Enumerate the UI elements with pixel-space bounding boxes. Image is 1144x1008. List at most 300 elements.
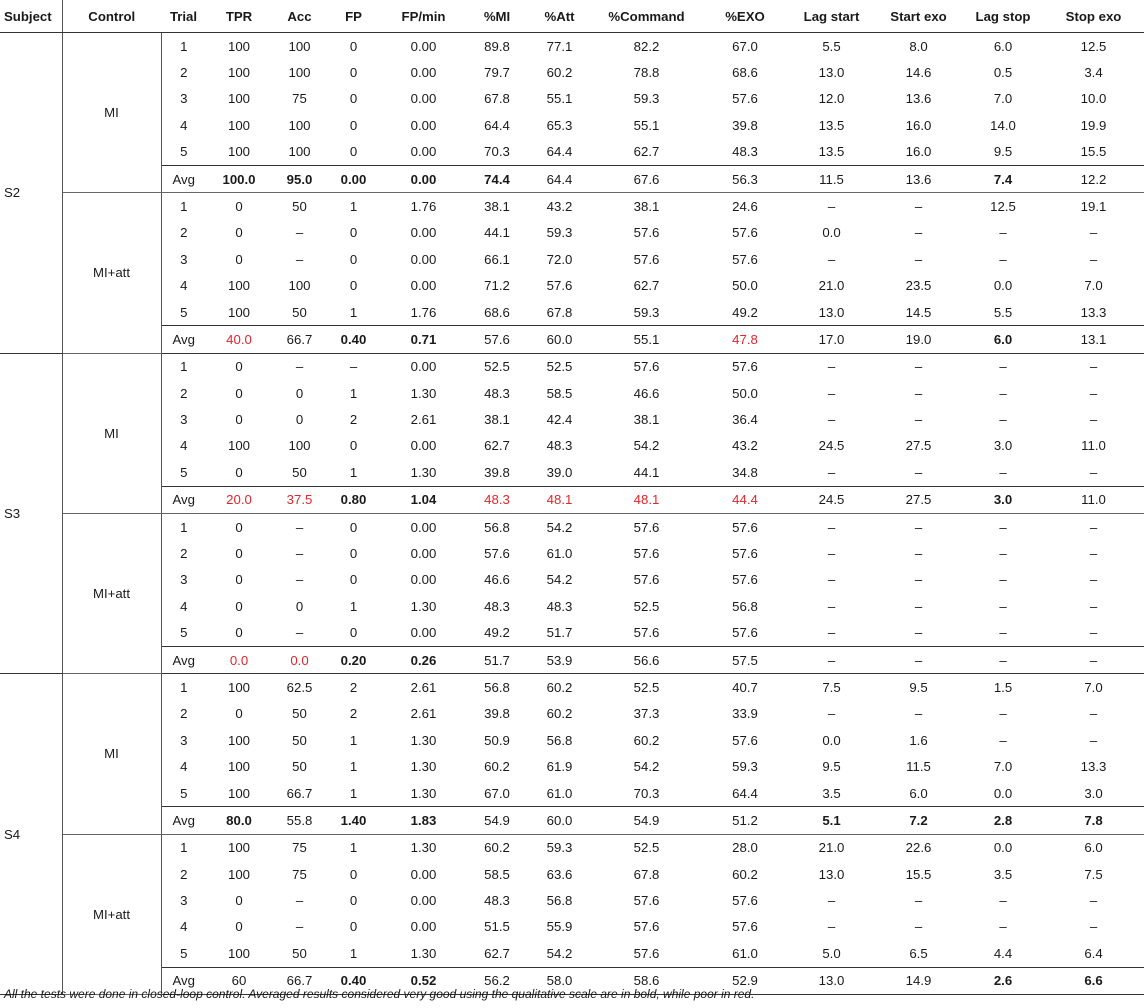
value-cell: 66.1 <box>484 251 510 267</box>
value-cell: 0.40 <box>327 326 380 353</box>
value-cell: 1.30 <box>410 945 437 961</box>
value-cell: – <box>1089 919 1098 935</box>
value-cell: 0 <box>235 546 243 562</box>
value-cell: 64.4 <box>732 785 758 801</box>
value-cell: 17.0 <box>789 326 874 353</box>
subject-cell: S3 <box>0 353 62 674</box>
value-cell: 13.0 <box>789 967 874 994</box>
value-cell: 3.5 <box>822 785 841 801</box>
value-cell: 0.00 <box>327 165 380 192</box>
value-cell: 33.9 <box>732 706 758 722</box>
value-cell: 52.5 <box>546 359 573 375</box>
average-row <box>0 486 1144 513</box>
value-cell: 79.7 <box>484 64 510 80</box>
value-cell: – <box>827 385 836 401</box>
value-cell: – <box>874 646 963 673</box>
control-cell: MI+att <box>62 193 161 353</box>
table-row <box>0 406 1144 432</box>
value-cell: 67.0 <box>732 38 758 54</box>
value-cell: 13.3 <box>1080 759 1107 775</box>
column-header: %MI <box>467 0 527 33</box>
value-cell: 100 <box>227 866 250 882</box>
value-cell: 57.6 <box>633 225 660 241</box>
value-cell: 3.0 <box>963 486 1043 513</box>
value-cell: 0.00 <box>410 546 437 562</box>
value-cell: 54.2 <box>546 572 573 588</box>
value-cell: – <box>999 893 1007 909</box>
value-cell: 56.3 <box>701 165 789 192</box>
value-cell: 1 <box>349 385 358 401</box>
value-cell: 4.4 <box>993 945 1013 961</box>
value-cell: 0.00 <box>410 225 437 241</box>
value-cell: 0 <box>349 117 358 133</box>
value-cell: 0 <box>235 519 243 535</box>
value-cell: 0.00 <box>410 572 437 588</box>
value-cell: 51.2 <box>701 807 789 834</box>
value-cell: 7.4 <box>963 165 1043 192</box>
trial-cell: 3 <box>180 572 188 588</box>
trial-cell: Avg <box>161 486 206 513</box>
value-cell: 50 <box>292 198 307 214</box>
value-cell: 50.0 <box>732 385 758 401</box>
value-cell: 52.5 <box>484 359 510 375</box>
value-cell: 54.2 <box>633 759 660 775</box>
value-cell: 0.00 <box>410 144 437 160</box>
table-row <box>0 701 1144 727</box>
value-cell: 54.9 <box>592 807 701 834</box>
value-cell: 55.9 <box>546 919 573 935</box>
value-cell: 100 <box>227 785 250 801</box>
value-cell: 3.5 <box>993 866 1013 882</box>
value-cell: 57.6 <box>633 359 660 375</box>
value-cell: 0.00 <box>410 625 437 641</box>
value-cell: 50 <box>292 304 307 320</box>
column-header: Control <box>62 0 161 33</box>
value-cell: 2.61 <box>410 412 437 428</box>
control-cell: MI+att <box>62 514 161 674</box>
value-cell: 1.30 <box>410 759 437 775</box>
value-cell: – <box>914 198 923 214</box>
value-cell: 0 <box>349 438 358 454</box>
value-cell: 54.2 <box>546 519 573 535</box>
average-row <box>0 646 1144 673</box>
value-cell: 1.30 <box>410 385 437 401</box>
trial-cell: 1 <box>180 840 188 856</box>
value-cell: 0.00 <box>410 251 437 267</box>
value-cell: 0 <box>295 598 304 614</box>
value-cell: 7.8 <box>1043 807 1144 834</box>
value-cell: 0 <box>235 572 243 588</box>
value-cell: 24.5 <box>789 486 874 513</box>
value-cell: – <box>827 919 836 935</box>
value-cell: 0.0 <box>206 646 272 673</box>
table-row <box>0 861 1144 887</box>
table-row <box>0 353 1144 380</box>
value-cell: 57.6 <box>467 326 527 353</box>
value-cell: 0 <box>349 91 358 107</box>
value-cell: 75 <box>292 840 307 856</box>
value-cell: 3.4 <box>1084 64 1103 80</box>
value-cell: 1.30 <box>410 732 437 748</box>
value-cell: – <box>914 412 923 428</box>
value-cell: 80.0 <box>206 807 272 834</box>
value-cell: – <box>827 519 836 535</box>
value-cell: 7.0 <box>993 759 1013 775</box>
value-cell: – <box>295 919 304 935</box>
value-cell: 0 <box>349 866 358 882</box>
value-cell: 0.00 <box>410 519 437 535</box>
trial-cell: 2 <box>180 385 188 401</box>
value-cell: 0 <box>235 919 243 935</box>
value-cell: 1.6 <box>909 732 928 748</box>
value-cell: 48.3 <box>484 893 510 909</box>
value-cell: – <box>295 359 304 375</box>
value-cell: 57.6 <box>633 546 660 562</box>
value-cell: 100 <box>227 438 250 454</box>
value-cell: 57.6 <box>633 625 660 641</box>
value-cell: 0.5 <box>993 64 1013 80</box>
trial-cell: 5 <box>180 945 188 961</box>
trial-cell: Avg <box>161 646 206 673</box>
value-cell: 57.6 <box>732 919 758 935</box>
value-cell: 7.0 <box>1084 679 1103 695</box>
value-cell: 44.1 <box>633 464 660 480</box>
value-cell: 52.9 <box>701 967 789 994</box>
value-cell: 0.0 <box>272 646 327 673</box>
value-cell: 57.6 <box>732 519 758 535</box>
value-cell: 100 <box>227 278 250 294</box>
value-cell: 5.5 <box>993 304 1013 320</box>
value-cell: 2 <box>349 412 358 428</box>
value-cell: 12.5 <box>990 198 1016 214</box>
value-cell: 56.8 <box>546 893 573 909</box>
value-cell: 61.0 <box>546 785 573 801</box>
column-header: Acc <box>272 0 327 33</box>
value-cell: 16.0 <box>905 117 932 133</box>
value-cell: 40.7 <box>732 679 758 695</box>
value-cell: 7.5 <box>1084 866 1103 882</box>
value-cell: – <box>295 546 304 562</box>
value-cell: 19.1 <box>1080 198 1107 214</box>
value-cell: 57.6 <box>633 945 660 961</box>
value-cell: 55.1 <box>546 91 573 107</box>
value-cell: 1.40 <box>327 807 380 834</box>
value-cell: 2.61 <box>410 706 437 722</box>
value-cell: – <box>1043 646 1144 673</box>
value-cell: 39.8 <box>732 117 758 133</box>
value-cell: 64.4 <box>546 144 573 160</box>
value-cell: 2 <box>349 706 358 722</box>
value-cell: 57.6 <box>732 225 758 241</box>
trial-cell: 4 <box>180 759 188 775</box>
value-cell: 0 <box>235 464 243 480</box>
value-cell: – <box>999 385 1007 401</box>
control-cell: MI <box>62 353 161 513</box>
value-cell: 34.8 <box>732 464 758 480</box>
value-cell: 74.4 <box>467 165 527 192</box>
trial-cell: 1 <box>180 519 188 535</box>
value-cell: 0.26 <box>380 646 467 673</box>
value-cell: 21.0 <box>818 840 845 856</box>
value-cell: 16.0 <box>905 144 932 160</box>
value-cell: 50 <box>292 706 307 722</box>
value-cell: 55.8 <box>272 807 327 834</box>
value-cell: 0 <box>349 225 358 241</box>
table-row <box>0 940 1144 967</box>
value-cell: 65.3 <box>546 117 573 133</box>
trial-cell: 1 <box>180 359 188 375</box>
value-cell: 13.6 <box>874 165 963 192</box>
value-cell: – <box>914 893 923 909</box>
value-cell: 58.5 <box>484 866 510 882</box>
value-cell: 49.2 <box>732 304 758 320</box>
value-cell: – <box>1089 359 1098 375</box>
value-cell: 14.6 <box>905 64 932 80</box>
value-cell: 57.6 <box>732 251 758 267</box>
value-cell: 0.0 <box>822 732 841 748</box>
value-cell: 48.3 <box>546 598 573 614</box>
value-cell: 22.6 <box>905 840 932 856</box>
trial-cell: Avg <box>161 807 206 834</box>
value-cell: 0 <box>349 919 358 935</box>
value-cell: – <box>999 572 1007 588</box>
value-cell: – <box>914 546 923 562</box>
value-cell: 0.00 <box>410 278 437 294</box>
value-cell: 14.5 <box>905 304 932 320</box>
table-row <box>0 888 1144 914</box>
trial-cell: 2 <box>180 546 188 562</box>
value-cell: 0.0 <box>993 278 1013 294</box>
value-cell: 56.8 <box>732 598 758 614</box>
trial-cell: 4 <box>180 598 188 614</box>
average-row <box>0 807 1144 834</box>
value-cell: 53.9 <box>527 646 592 673</box>
value-cell: 60.2 <box>546 706 573 722</box>
value-cell: 1.30 <box>410 464 437 480</box>
value-cell: – <box>295 572 304 588</box>
value-cell: – <box>295 225 304 241</box>
subject-cell: S4 <box>0 674 62 995</box>
value-cell: – <box>999 598 1007 614</box>
value-cell: 2.61 <box>410 679 437 695</box>
value-cell: 10.0 <box>1080 91 1107 107</box>
value-cell: 56.8 <box>546 732 573 748</box>
value-cell: 66.7 <box>272 326 327 353</box>
value-cell: 1.5 <box>993 679 1013 695</box>
table-row <box>0 86 1144 112</box>
value-cell: 0 <box>349 625 358 641</box>
trial-cell: 2 <box>180 866 188 882</box>
value-cell: 1 <box>349 198 358 214</box>
value-cell: 6.4 <box>1084 945 1103 961</box>
value-cell: 0 <box>349 893 358 909</box>
value-cell: 0 <box>349 144 358 160</box>
column-header: %EXO <box>701 0 789 33</box>
trial-cell: 1 <box>180 679 188 695</box>
value-cell: 52.5 <box>633 840 660 856</box>
table-row <box>0 299 1144 326</box>
value-cell: 59.3 <box>732 759 758 775</box>
value-cell: – <box>295 251 304 267</box>
value-cell: 100 <box>227 304 250 320</box>
value-cell: 15.5 <box>1080 144 1107 160</box>
value-cell: 1.30 <box>410 785 437 801</box>
value-cell: 62.7 <box>633 278 660 294</box>
value-cell: 12.2 <box>1043 165 1144 192</box>
value-cell: 38.1 <box>484 412 510 428</box>
table-row <box>0 112 1144 138</box>
table-row <box>0 220 1144 246</box>
value-cell: 56.8 <box>484 519 510 535</box>
value-cell: 100 <box>227 945 250 961</box>
value-cell: 0.71 <box>380 326 467 353</box>
table-row <box>0 246 1144 272</box>
value-cell: 100 <box>288 38 311 54</box>
value-cell: 57.6 <box>633 893 660 909</box>
value-cell: 100 <box>227 144 250 160</box>
value-cell: 60.0 <box>527 326 592 353</box>
value-cell: 40.0 <box>206 326 272 353</box>
value-cell: 100 <box>288 64 311 80</box>
value-cell: 12.5 <box>1080 38 1107 54</box>
value-cell: – <box>999 546 1007 562</box>
value-cell: 9.5 <box>909 679 928 695</box>
value-cell: 1 <box>349 759 358 775</box>
value-cell: 57.6 <box>732 893 758 909</box>
value-cell: 61.0 <box>546 546 573 562</box>
value-cell: 48.3 <box>732 144 758 160</box>
value-cell: 0 <box>235 359 243 375</box>
value-cell: 0.00 <box>410 438 437 454</box>
table-row <box>0 33 1144 60</box>
value-cell: 100 <box>227 732 250 748</box>
value-cell: 1.76 <box>410 304 437 320</box>
value-cell: 13.3 <box>1080 304 1107 320</box>
value-cell: – <box>999 251 1007 267</box>
value-cell: – <box>999 359 1007 375</box>
trial-cell: 3 <box>180 893 188 909</box>
trial-cell: Avg <box>161 165 206 192</box>
average-row <box>0 165 1144 192</box>
value-cell: 66.7 <box>272 967 327 994</box>
value-cell: 95.0 <box>272 165 327 192</box>
table-row <box>0 540 1144 566</box>
table-row <box>0 459 1144 486</box>
value-cell: 50.9 <box>484 732 510 748</box>
value-cell: – <box>1089 893 1098 909</box>
value-cell: 6.0 <box>1084 840 1103 856</box>
value-cell: 0 <box>349 546 358 562</box>
trial-cell: 5 <box>180 304 188 320</box>
value-cell: 6.0 <box>963 326 1043 353</box>
value-cell: 39.0 <box>546 464 573 480</box>
value-cell: – <box>963 646 1043 673</box>
value-cell: 50 <box>292 945 307 961</box>
value-cell: 100 <box>288 117 311 133</box>
value-cell: 0.0 <box>822 225 841 241</box>
value-cell: 100 <box>227 64 250 80</box>
column-header: FP/min <box>380 0 467 33</box>
value-cell: 13.1 <box>1043 326 1144 353</box>
value-cell: 5.5 <box>822 38 841 54</box>
value-cell: 0.00 <box>410 38 437 54</box>
value-cell: 57.6 <box>546 278 573 294</box>
value-cell: 0 <box>349 64 358 80</box>
value-cell: 12.0 <box>818 91 845 107</box>
value-cell: 11.5 <box>789 165 874 192</box>
value-cell: 27.5 <box>874 486 963 513</box>
value-cell: 100.0 <box>206 165 272 192</box>
value-cell: 11.0 <box>1081 438 1106 454</box>
trial-cell: 4 <box>180 278 188 294</box>
value-cell: – <box>1089 464 1098 480</box>
value-cell: – <box>789 646 874 673</box>
value-cell: 1 <box>349 598 358 614</box>
value-cell: 62.5 <box>286 679 313 695</box>
value-cell: 6.5 <box>909 945 928 961</box>
value-cell: 50 <box>292 464 307 480</box>
value-cell: 23.5 <box>905 278 932 294</box>
value-cell: 100 <box>227 117 250 133</box>
subject-cell: S2 <box>0 33 62 354</box>
value-cell: – <box>1089 598 1098 614</box>
value-cell: 13.5 <box>818 144 845 160</box>
value-cell: – <box>349 359 358 375</box>
value-cell: 100 <box>227 679 250 695</box>
value-cell: 52.5 <box>633 679 660 695</box>
value-cell: – <box>914 919 923 935</box>
value-cell: 0.00 <box>410 919 437 935</box>
table-row <box>0 754 1144 780</box>
trial-cell: 1 <box>180 38 188 54</box>
value-cell: 0.00 <box>410 893 437 909</box>
value-cell: 57.6 <box>732 625 758 641</box>
value-cell: 1 <box>349 945 358 961</box>
value-cell: 62.7 <box>484 438 510 454</box>
value-cell: 7.0 <box>1084 278 1103 294</box>
value-cell: 78.8 <box>633 64 660 80</box>
value-cell: 0.20 <box>327 646 380 673</box>
value-cell: 60.2 <box>484 840 510 856</box>
value-cell: 55.1 <box>592 326 701 353</box>
value-cell: 6.0 <box>993 38 1013 54</box>
value-cell: 9.5 <box>822 759 841 775</box>
table-row <box>0 433 1144 459</box>
value-cell: – <box>914 385 923 401</box>
table-row <box>0 593 1144 619</box>
value-cell: 54.2 <box>546 945 573 961</box>
value-cell: 57.6 <box>484 546 510 562</box>
column-header: %Att <box>527 0 592 33</box>
value-cell: – <box>914 251 923 267</box>
value-cell: 13.0 <box>818 304 845 320</box>
value-cell: 39.8 <box>484 464 510 480</box>
column-header: Lag stop <box>963 0 1043 33</box>
value-cell: 0.80 <box>327 486 380 513</box>
column-header: Subject <box>0 0 62 33</box>
value-cell: 57.6 <box>732 359 758 375</box>
value-cell: 24.5 <box>818 438 845 454</box>
value-cell: 60.0 <box>527 807 592 834</box>
value-cell: 6.6 <box>1043 967 1144 994</box>
table-row <box>0 727 1144 753</box>
value-cell: – <box>914 225 923 241</box>
value-cell: 60 <box>206 967 272 994</box>
value-cell: 0 <box>235 251 243 267</box>
value-cell: 60.2 <box>633 732 660 748</box>
value-cell: 44.1 <box>484 225 510 241</box>
value-cell: 47.8 <box>701 326 789 353</box>
